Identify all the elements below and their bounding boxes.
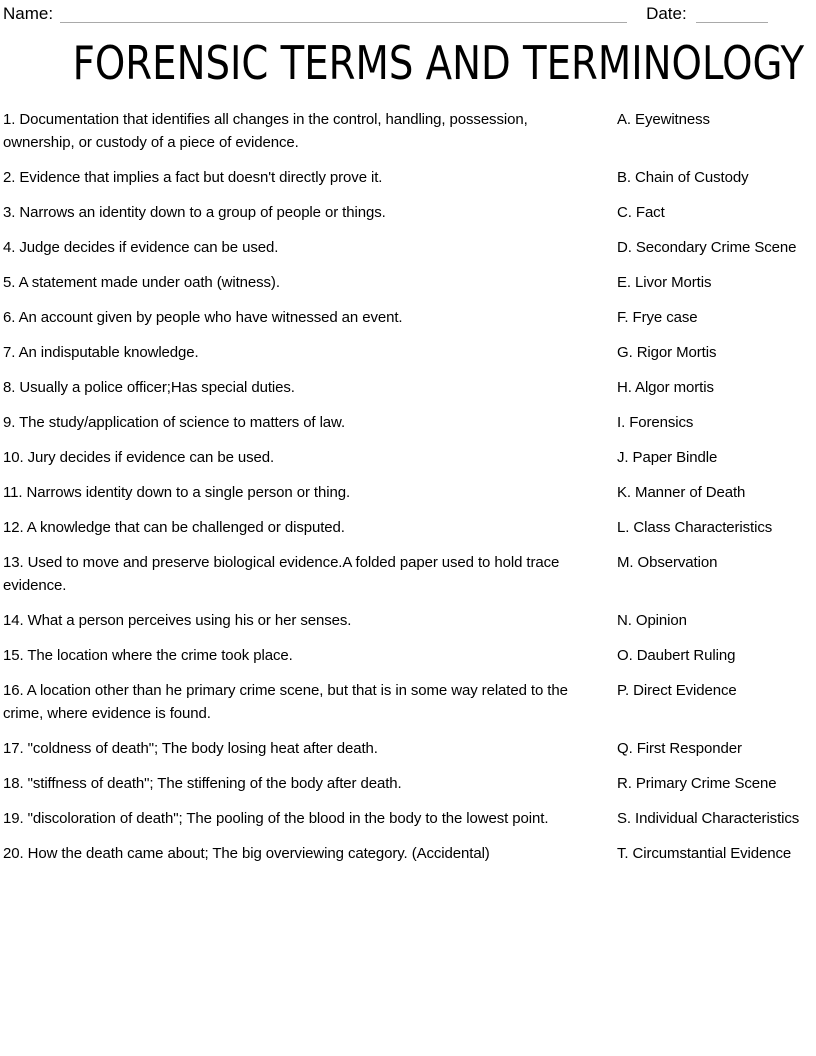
answer-letter: R. — [617, 775, 636, 792]
answer-letter: E. — [617, 274, 636, 291]
name-date-header — [3, 4, 816, 23]
question-item — [3, 679, 617, 725]
match-row — [3, 842, 816, 865]
question-text: "stiffness of death"; The stiffening of the body after death. — [27, 775, 402, 792]
answer-letter: H. — [617, 379, 636, 396]
answer-item — [617, 842, 816, 865]
answer-item — [617, 166, 816, 189]
question-item — [3, 306, 617, 329]
question-item — [3, 271, 617, 294]
answer-text: Algor mortis — [635, 379, 714, 396]
answer-letter: P. — [617, 682, 634, 699]
answer-letter: Q. — [617, 740, 637, 757]
question-number: 1. — [3, 111, 20, 128]
answer-letter: F. — [617, 309, 633, 326]
answer-text: Class Characteristics — [633, 519, 773, 536]
question-text: "coldness of death"; The body losing heat after death. — [27, 740, 378, 757]
answer-text: Rigor Mortis — [636, 344, 717, 361]
answer-item — [617, 551, 816, 597]
answer-item — [617, 236, 816, 259]
question-text: Evidence that implies a fact but doesn't directly prove it. — [19, 169, 383, 186]
answer-item — [617, 446, 816, 469]
match-row — [3, 341, 816, 364]
answer-text: Circumstantial Evidence — [632, 845, 792, 862]
question-number: 4. — [3, 239, 20, 256]
date-blank-line — [696, 5, 768, 23]
match-row — [3, 679, 816, 725]
question-item — [3, 737, 617, 760]
question-number: 5. — [3, 274, 19, 291]
answer-item — [617, 376, 816, 399]
question-text: Narrows identity down to a single person or thing. — [26, 484, 351, 501]
answer-item — [617, 516, 816, 539]
answer-letter: I. — [617, 414, 630, 431]
question-item — [3, 341, 617, 364]
question-number: 2. — [3, 169, 20, 186]
question-number: 10. — [3, 449, 28, 466]
question-number: 7. — [3, 344, 19, 361]
matching-list — [3, 108, 816, 865]
question-text: An account given by people who have witnessed an event. — [18, 309, 403, 326]
match-row — [3, 446, 816, 469]
match-row — [3, 166, 816, 189]
answer-text: Fact — [635, 204, 665, 221]
page-title — [3, 38, 816, 88]
question-number: 16. — [3, 682, 27, 699]
question-text: Judge decides if evidence can be used. — [19, 239, 279, 256]
match-row — [3, 376, 816, 399]
question-item — [3, 108, 617, 154]
answer-letter: B. — [617, 169, 636, 186]
answer-text: Manner of Death — [635, 484, 746, 501]
question-item — [3, 446, 617, 469]
question-item — [3, 411, 617, 434]
answer-item — [617, 481, 816, 504]
match-row — [3, 551, 816, 597]
match-row — [3, 236, 816, 259]
match-row — [3, 609, 816, 632]
answer-letter: O. — [617, 647, 637, 664]
match-row — [3, 481, 816, 504]
match-row — [3, 306, 816, 329]
question-number: 20. — [3, 845, 28, 862]
name-blank-line — [60, 5, 627, 23]
question-number: 18. — [3, 775, 28, 792]
question-number: 15. — [3, 647, 28, 664]
question-number: 8. — [3, 379, 20, 396]
answer-text: Livor Mortis — [635, 274, 712, 291]
question-item — [3, 609, 617, 632]
answer-text: Primary Crime Scene — [635, 775, 777, 792]
answer-item — [617, 679, 816, 725]
answer-item — [617, 341, 816, 364]
question-text: The location where the crime took place. — [27, 647, 293, 664]
answer-item — [617, 807, 816, 830]
question-item — [3, 772, 617, 795]
answer-letter: T. — [617, 845, 633, 862]
answer-letter: G. — [617, 344, 637, 361]
question-text: "discoloration of death"; The pooling of the blood in the body to the lowest point. — [27, 810, 549, 827]
question-text: Jury decides if evidence can be used. — [27, 449, 275, 466]
question-item — [3, 644, 617, 667]
question-item — [3, 201, 617, 224]
answer-text: Individual Characteristics — [635, 810, 800, 827]
question-number: 12. — [3, 519, 27, 536]
match-row — [3, 644, 816, 667]
answer-item — [617, 306, 816, 329]
match-row — [3, 807, 816, 830]
question-text: Documentation that identifies all changes in the control, handling, possession, ownership, or custody of a piece of evidence. — [3, 111, 528, 151]
answer-text: Daubert Ruling — [636, 647, 736, 664]
answer-letter: L. — [617, 519, 634, 536]
question-item — [3, 166, 617, 189]
answer-text: Chain of Custody — [635, 169, 749, 186]
question-text: The study/application of science to matters of law. — [19, 414, 346, 431]
question-text: A statement made under oath (witness). — [18, 274, 280, 291]
match-row — [3, 516, 816, 539]
answer-letter: N. — [617, 612, 636, 629]
match-row — [3, 108, 816, 154]
answer-item — [617, 411, 816, 434]
question-number: 9. — [3, 414, 20, 431]
question-text: An indisputable knowledge. — [18, 344, 199, 361]
answer-letter: A. — [617, 111, 636, 128]
question-number: 13. — [3, 554, 28, 571]
question-text: Narrows an identity down to a group of people or things. — [19, 204, 386, 221]
match-row — [3, 772, 816, 795]
answer-text: Forensics — [629, 414, 694, 431]
answer-letter: S. — [617, 810, 636, 827]
answer-item — [617, 201, 816, 224]
question-item — [3, 807, 617, 830]
question-item — [3, 481, 617, 504]
question-item — [3, 842, 617, 865]
date-label: Date: — [646, 4, 687, 23]
answer-item — [617, 609, 816, 632]
answer-letter: D. — [617, 239, 636, 256]
question-text: How the death came about; The big overviewing category. (Accidental) — [27, 845, 490, 862]
answer-letter: M. — [617, 554, 638, 571]
question-item — [3, 551, 617, 597]
question-text: A knowledge that can be challenged or disputed. — [26, 519, 345, 536]
answer-item — [617, 108, 816, 154]
answer-letter: K. — [617, 484, 636, 501]
answer-letter: C. — [617, 204, 636, 221]
question-number: 14. — [3, 612, 28, 629]
answer-letter: J. — [617, 449, 633, 466]
question-item — [3, 236, 617, 259]
question-number: 6. — [3, 309, 19, 326]
answer-item — [617, 737, 816, 760]
answer-text: Secondary Crime Scene — [635, 239, 797, 256]
answer-text: First Responder — [636, 740, 742, 757]
answer-text: Direct Evidence — [633, 682, 737, 699]
question-number: 3. — [3, 204, 20, 221]
question-number: 17. — [3, 740, 28, 757]
answer-item — [617, 644, 816, 667]
question-text: Usually a police officer;Has special duties. — [19, 379, 295, 396]
answer-text: Frye case — [632, 309, 698, 326]
answer-text: Paper Bindle — [632, 449, 718, 466]
answer-text: Eyewitness — [635, 111, 710, 128]
match-row — [3, 271, 816, 294]
answer-text: Opinion — [635, 612, 687, 629]
answer-text: Observation — [637, 554, 718, 571]
question-item — [3, 376, 617, 399]
question-text: What a person perceives using his or her senses. — [27, 612, 352, 629]
question-item — [3, 516, 617, 539]
match-row — [3, 201, 816, 224]
answer-item — [617, 271, 816, 294]
question-text: A location other than he primary crime scene, but that is in some way related to the crime, where evidence is found. — [3, 682, 568, 722]
name-label: Name: — [3, 4, 54, 23]
answer-item — [617, 772, 816, 795]
match-row — [3, 737, 816, 760]
question-number: 19. — [3, 810, 28, 827]
question-text: Used to move and preserve biological evidence.A folded paper used to hold trace evidence. — [3, 554, 560, 594]
page-title-text: FORENSIC TERMS AND TERMINOLOGY — [72, 36, 805, 90]
question-number: 11. — [3, 484, 27, 501]
match-row — [3, 411, 816, 434]
